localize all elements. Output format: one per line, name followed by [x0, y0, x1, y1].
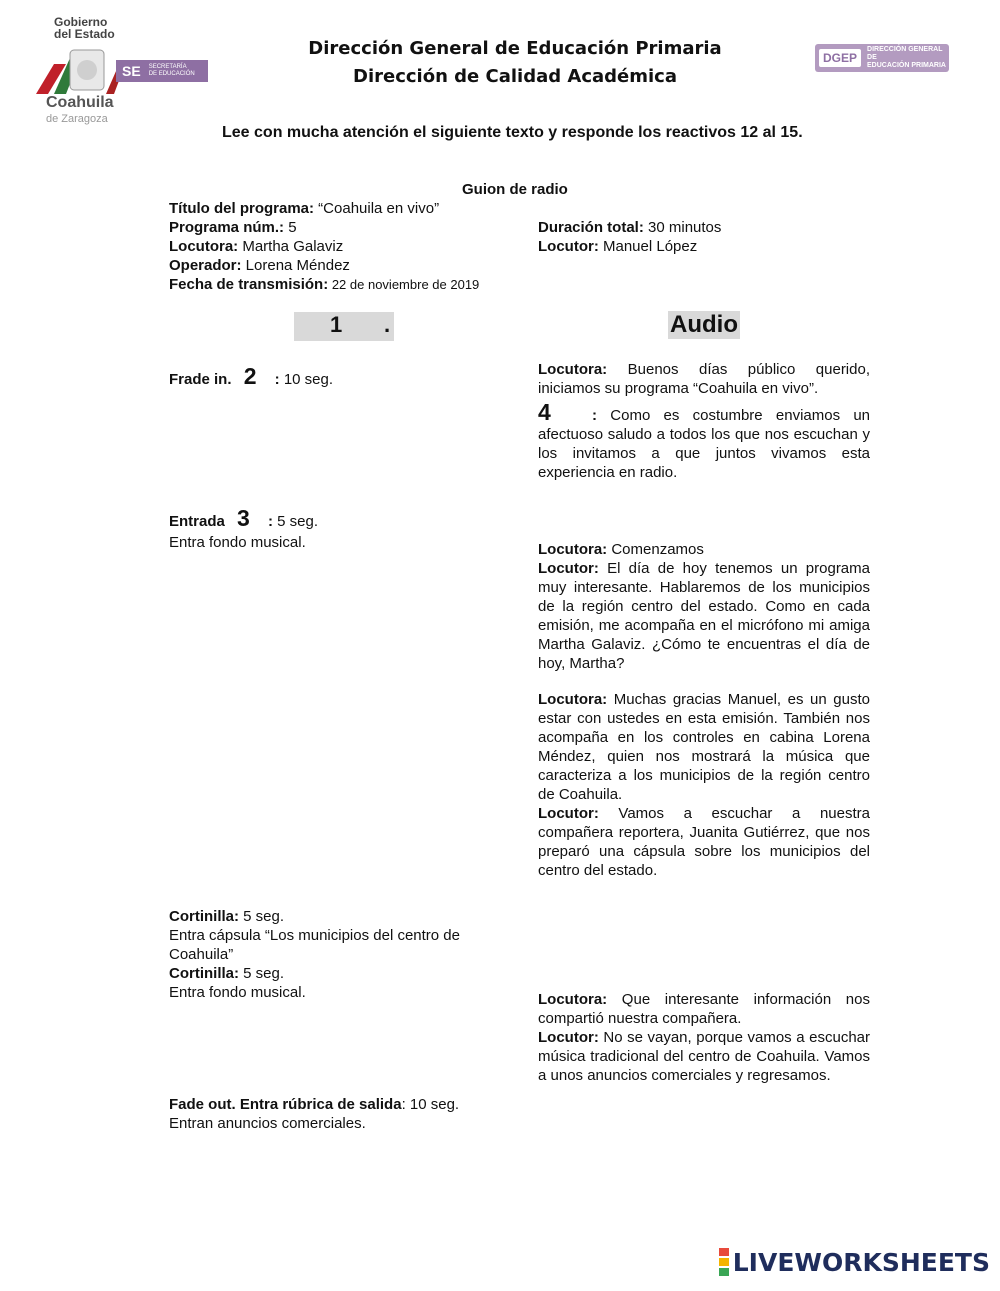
frade-value: 10 seg.	[279, 371, 334, 388]
p2-text: Como es costumbre enviamos un afectuoso saludo a todos los que nos escuchan y los invitamos a que juntos vivamos esta experiencia en radio.	[538, 407, 870, 481]
cortinilla-block	[169, 907, 509, 1002]
entrada-colon: :	[268, 513, 273, 530]
blank-2-number[interactable]: 2	[243, 363, 257, 389]
p4-label: Locutor:	[538, 560, 599, 577]
parrafo-2	[538, 399, 870, 482]
zaragoza-name: de Zaragoza	[46, 113, 108, 125]
p6-label: Locutor:	[538, 805, 599, 822]
frade-label: Frade in.	[169, 371, 232, 388]
fade-out-value: : 10 seg.	[401, 1096, 460, 1113]
duracion-row	[538, 218, 721, 237]
p6-text: Vamos a escuchar a nuestra compañera reportera, Juanita Gutiérrez, que nos preparó una cápsula sobre los municipios del centro del estado.	[538, 805, 870, 879]
capsula-line1: Entra cápsula “Los municipios del centro de	[169, 927, 460, 944]
header-line2: Dirección de Calidad Académica	[353, 66, 677, 87]
operador-value: Lorena Méndez	[241, 257, 350, 274]
locutora-row	[169, 237, 343, 256]
p1-label: Locutora:	[538, 361, 608, 378]
blank-1-dot: .	[384, 312, 391, 337]
entrada-text: Entra fondo musical.	[169, 534, 306, 551]
p1-text: Buenos días público querido, iniciamos su programa “Coahuila en vivo”.	[538, 361, 870, 397]
coahuila-name: Coahuila	[46, 94, 114, 111]
p3-text: Comenzamos	[607, 541, 704, 558]
p7-text: Que interesante información nos compartió nuestra compañera.	[538, 991, 870, 1027]
blank-1-number: 1	[330, 312, 343, 337]
anuncios-text: Entran anuncios comerciales.	[169, 1115, 366, 1132]
blank-4-number[interactable]: 4	[538, 399, 551, 425]
p2-colon: :	[592, 407, 598, 424]
estado-line: del Estado	[54, 27, 115, 41]
liveworksheets-text: LIVEWORKSHEETS	[732, 1247, 990, 1277]
locutora-value: Martha Galaviz	[238, 238, 344, 255]
parrafo-5-6	[538, 690, 870, 880]
gobierno-line: Gobierno	[54, 15, 108, 29]
entrada-label: Entrada	[169, 513, 225, 530]
crest-icon	[36, 44, 126, 94]
gobierno-text	[54, 16, 115, 40]
p7-label: Locutora:	[538, 991, 608, 1008]
parrafo-3-4	[538, 540, 870, 673]
dgep-text-line1: DIRECCIÓN GENERAL DE	[867, 46, 943, 61]
titulo-label: Título del programa:	[169, 200, 315, 217]
liveworksheets-logo	[719, 1247, 990, 1277]
dgep-badge: DGEP	[819, 49, 861, 67]
cortinilla1-value: 5 seg.	[239, 908, 285, 925]
p3-label: Locutora:	[538, 541, 608, 558]
programa-row	[169, 218, 297, 237]
titulo-row	[169, 199, 439, 218]
se-text-line2: DE EDUCACIÓN	[148, 71, 195, 77]
se-badge-text: SE	[122, 63, 141, 79]
coahuila-logo	[32, 14, 212, 126]
operador-row	[169, 256, 350, 275]
locutor-row	[538, 237, 697, 256]
cortinilla2-label: Cortinilla:	[169, 965, 239, 982]
p5-text: Muchas gracias Manuel, es un gusto estar con ustedes en esta emisión. También nos acompaña en los controles en cabina Lorena Méndez, quien nos mostrará la música que caracteriza a los municipios de la región centro de Coahuila.	[538, 691, 870, 803]
p8-label: Locutor:	[538, 1029, 599, 1046]
audio-heading: Audio	[670, 311, 738, 338]
blank-1-field[interactable]	[294, 312, 394, 341]
duracion-label: Duración total:	[538, 219, 644, 236]
titulo-value: “Coahuila en vivo”	[314, 200, 440, 217]
duracion-value: 30 minutos	[643, 219, 722, 236]
cortinilla2-value: 5 seg.	[239, 965, 285, 982]
p4-text: El día de hoy tenemos un programa muy interesante. Hablaremos de los municipios de la región centro del estado. Como en cada emisión, me acompaña en el micrófono mi amiga Martha Galaviz. ¿Cómo te encuentras el día de hoy, Martha?	[538, 560, 870, 672]
cortinilla1-label: Cortinilla:	[169, 908, 239, 925]
programa-value: 5	[284, 219, 297, 236]
programa-label: Programa núm.:	[169, 219, 285, 236]
header-line1: Dirección General de Educación Primaria	[308, 38, 722, 59]
p8-text: No se vayan, porque vamos a escuchar música tradicional del centro de Coahuila. Vamos a unos anuncios comerciales y regresamos.	[538, 1029, 870, 1084]
p5-label: Locutora:	[538, 691, 608, 708]
fecha-label: Fecha de transmisión:	[169, 276, 329, 293]
locutor-label: Locutor:	[538, 238, 599, 255]
parrafo-7-8	[538, 990, 870, 1085]
se-badge	[116, 60, 208, 82]
fade-out-block	[169, 1095, 459, 1133]
frade-row	[169, 363, 334, 389]
dgep-text	[867, 46, 949, 70]
fecha-row	[169, 275, 479, 294]
se-text-line1: SECRETARÍA	[148, 64, 187, 70]
fecha-value: 22 de noviembre de 2019	[328, 277, 480, 292]
frade-colon: :	[274, 371, 280, 388]
blank-3-number[interactable]: 3	[237, 505, 250, 531]
liveworksheets-icon	[719, 1247, 729, 1277]
dgep-logo	[815, 44, 949, 72]
fondo-musical-2: Entra fondo musical.	[169, 984, 306, 1001]
dgep-text-line2: EDUCACIÓN PRIMARIA	[867, 62, 946, 69]
capsula-line2: Coahuila”	[169, 946, 234, 963]
instruction: Lee con mucha atención el siguiente texto y responde los reactivos 12 al 15.	[222, 124, 803, 141]
locutora-label: Locutora:	[169, 238, 239, 255]
locutor-value: Manuel López	[598, 238, 698, 255]
guion-title: Guion de radio	[462, 181, 568, 198]
entrada-row	[169, 505, 319, 531]
parrafo-1	[538, 360, 870, 398]
fade-out-label: Fade out. Entra rúbrica de salida	[169, 1096, 402, 1113]
operador-label: Operador:	[169, 257, 242, 274]
entrada-value: 5 seg.	[273, 513, 319, 530]
se-text	[149, 64, 195, 78]
